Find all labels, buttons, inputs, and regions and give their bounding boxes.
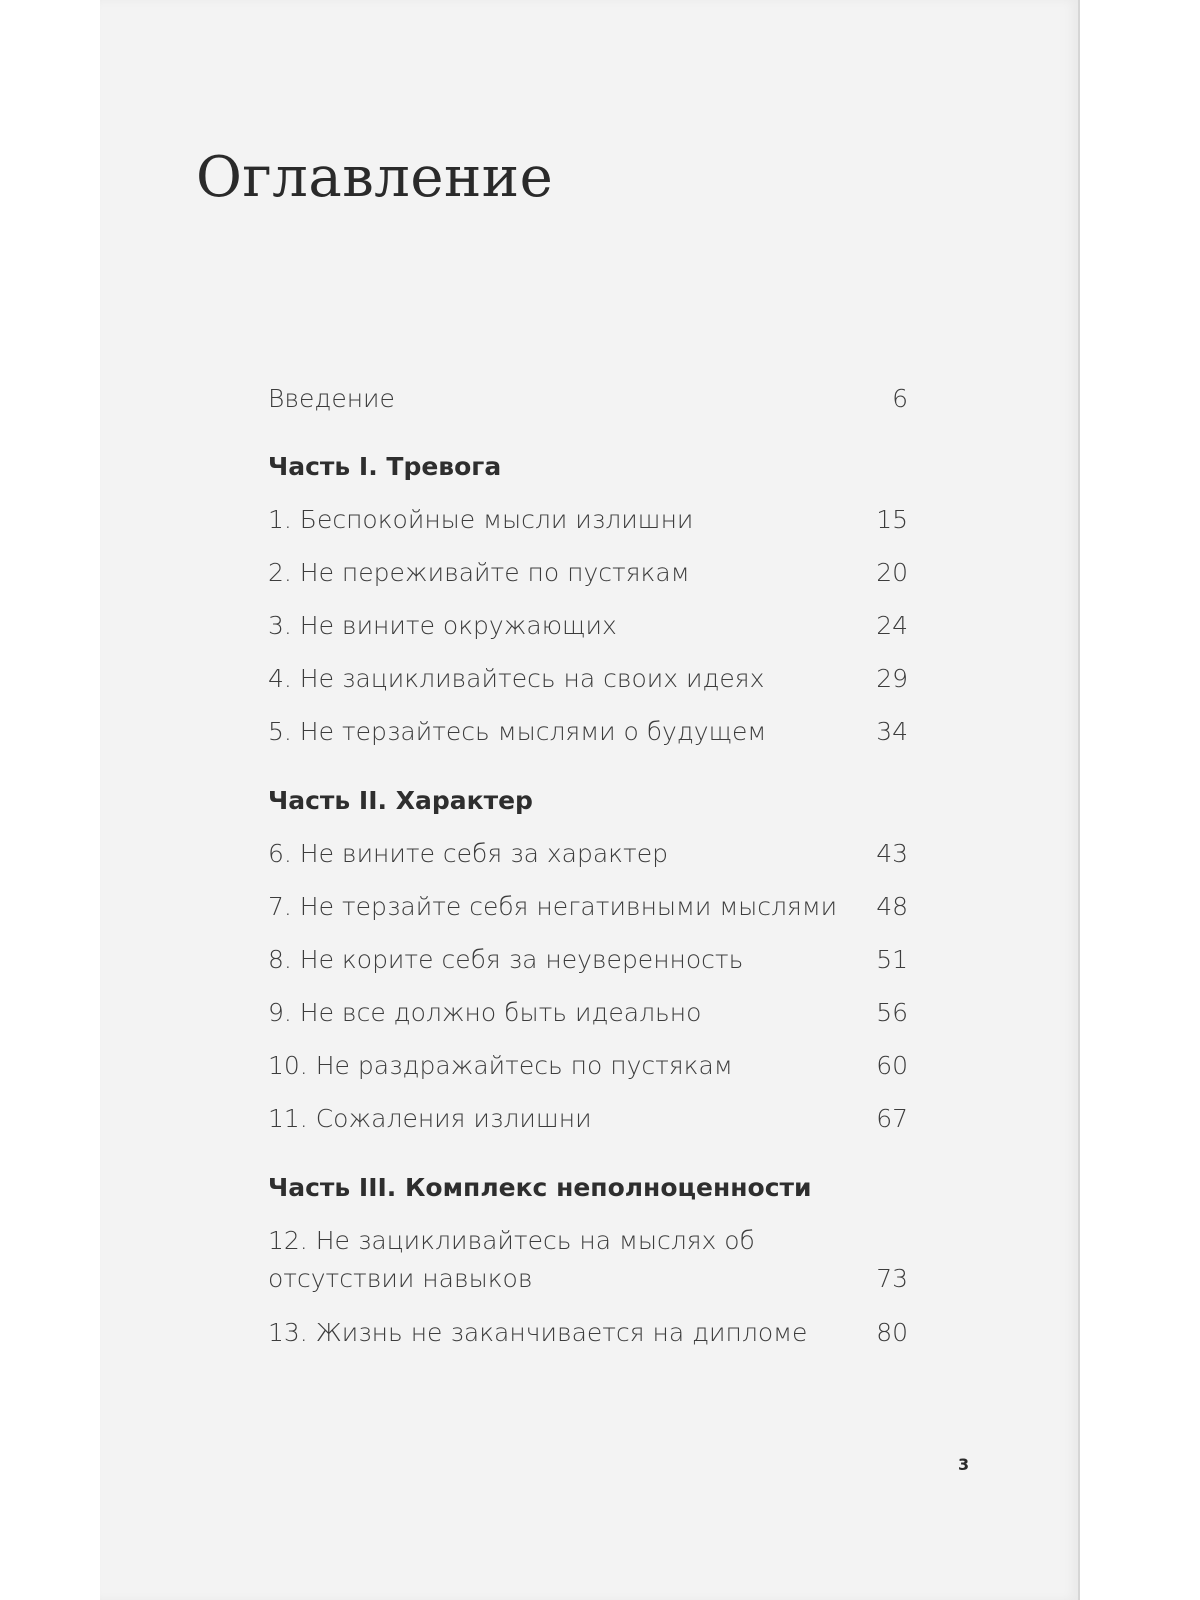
toc-entry-page: 67 (876, 1104, 908, 1133)
toc-entry-page: 60 (876, 1051, 908, 1080)
book-page (100, 0, 1080, 1600)
toc-entry-label: 3. Не вините окружающих (268, 611, 617, 640)
toc-entry-page: 6 (892, 384, 908, 413)
toc-entry-label: 1. Беспокойные мысли излишни (268, 505, 694, 534)
page-number: 3 (958, 1455, 970, 1474)
toc-entry-page: 15 (876, 505, 908, 534)
toc-entry-label: 9. Не все должно быть идеально (268, 998, 702, 1027)
toc-entry-label: 7. Не терзайте себя негативными мыслями (268, 892, 838, 921)
toc-entry-label: 8. Не корите себя за неуверенность (268, 945, 744, 974)
toc-entry-page: 43 (876, 839, 908, 868)
toc-entry-label: 12. Не зацикливайтесь на мыслях об отсутствии навыков (268, 1226, 755, 1293)
toc-entry-page: 80 (876, 1318, 908, 1347)
toc-entry-page: 51 (876, 945, 908, 974)
toc-entry-label: Введение (268, 384, 395, 413)
toc-entry-label: 4. Не зацикливайтесь на своих идеях (268, 664, 765, 693)
page-title: Оглавление (196, 145, 554, 210)
toc-part-heading: Часть II. Характер (268, 786, 533, 815)
toc-entry-label: 5. Не терзайтесь мыслями о будущем (268, 717, 767, 746)
toc-entry-page: 34 (876, 717, 908, 746)
toc-part-heading: Часть III. Комплекс неполноценности (268, 1173, 812, 1202)
toc-entry-label: 6. Не вините себя за характер (268, 839, 668, 868)
toc-entry-page: 48 (876, 892, 908, 921)
toc-entry-page: 24 (876, 611, 908, 640)
toc-entry-label: 13. Жизнь не заканчивается на дипломе (268, 1318, 808, 1347)
toc-entry-page: 56 (876, 998, 908, 1027)
toc-entry-page: 20 (876, 558, 908, 587)
toc-part-heading: Часть I. Тревога (268, 452, 502, 481)
toc-entry-page: 73 (876, 1264, 908, 1293)
toc-entry-label: 10. Не раздражайтесь по пустякам (268, 1051, 733, 1080)
toc-entry-label: 11. Сожаления излишни (268, 1104, 592, 1133)
toc-entry-label: 2. Не переживайте по пустякам (268, 558, 690, 587)
toc-entry-page: 29 (876, 664, 908, 693)
